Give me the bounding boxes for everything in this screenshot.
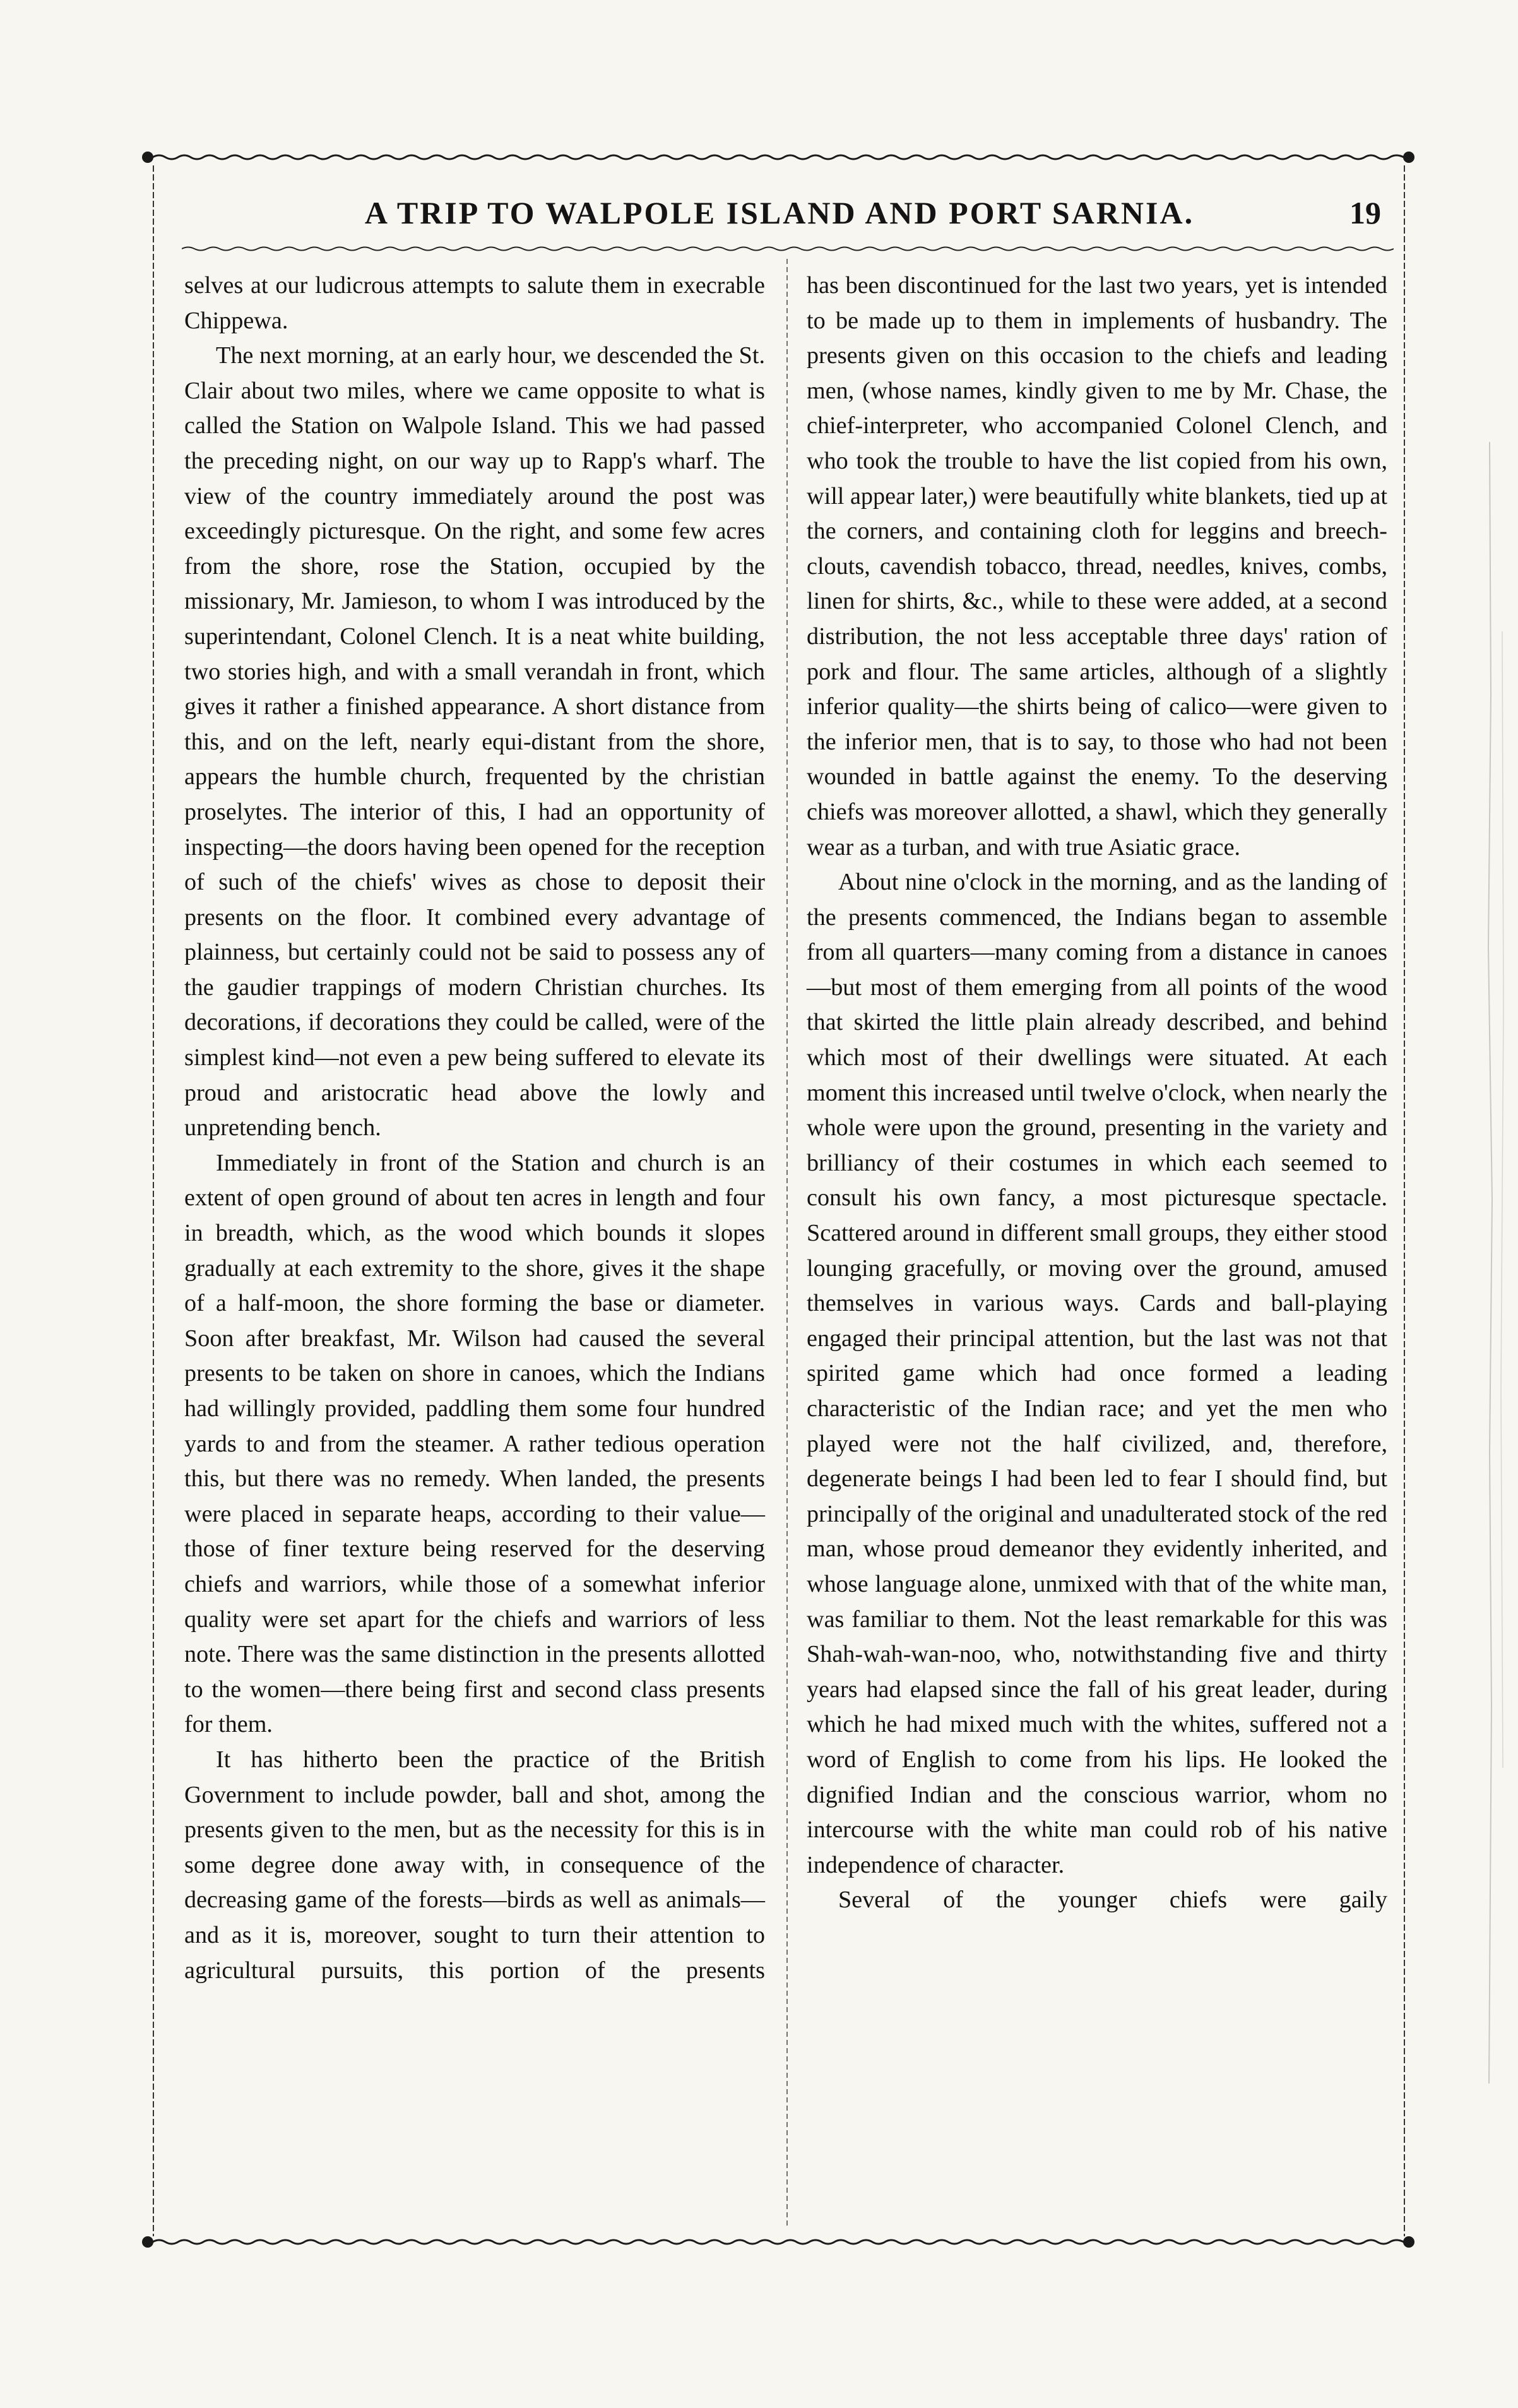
bottom-ornamental-rule	[140, 2235, 1416, 2249]
paragraph: has been discontinued for the last two years, yet is intended to be made up to them in implements of husbandry. The presents given on this occasion to the chiefs and leading men, (whose names, kindly given to me by Mr. Chase, the chief-interpreter, who accompanied Colonel Clench, and who took the trouble to have the list copied from his own, will appear later,) were beautifully white blankets, tied up at the corners, and containing cloth for leggins and breech-clouts, cavendish tobacco, thread, needles, knives, combs, linen for shirts, &c., while to these were added, at a second distribution, the not less acceptable three days' ration of pork and flour. The same articles, although of a slightly inferior quality—the shirts being of calico—were given to the inferior men, that is to say, to those who had not been wounded in battle against the enemy. To the deserving chiefs was moreover allotted, a shawl, which they generally wear as a turban, and with true Asiatic grace.	[807, 272, 1387, 861]
top-ornamental-rule	[140, 150, 1416, 164]
page-number: 19	[1349, 195, 1381, 230]
paragraph: About nine o'clock in the morning, and as the landing of the presents commenced, the Indians began to assemble from all quarters—many coming from a distance in canoes—but most of them emerging from all points of the wood that skirted the little plain already described, and behind which most of their dwellings were situated. At each moment this increased until twelve o'clock, when nearly the whole were upon the ground, presenting in the variety and brilliancy of their costumes in which each seemed to consult his own fancy, a most picturesque spectacle. Scattered around in different small groups, they either stood lounging gracefully, or moving over the ground, amused themselves in various ways. Cards and ball-playing engaged their principal attention, but the last was not that spirited game which had once formed a leading characteristic of the Indian race; and yet the men who played were not the half civilized, and, therefore, degenerate beings I had been led to fear I should find, but principally of the original and unadulterated stock of the red man, whose proud demeanor they evidently inherited, and whose language alone, unmixed with that of the white man, was familiar to them. Not the least remarkable for this was Shah-wah-wan-noo, who, notwithstanding five and thirty years had elapsed since the fall of his great leader, during which he had mixed much with the whites, suffered not a word of English to come from his lips. He looked the dignified Indian and the conscious warrior, whom no intercourse with the white man could rob of his native independence of character.	[807, 869, 1387, 1878]
paragraph: Several of the younger chiefs were gaily	[838, 1886, 1387, 1914]
scan-edge-marks	[1477, 442, 1515, 2083]
left-text-column	[184, 268, 765, 1988]
paragraph: The next morning, at an early hour, we descended the St. Clair about two miles, where we came opposite to what is called the Station on Walpole Island. This we had passed the preceding night, on our way up to Rapp's wharf. The view of the country immediately around the post was exceedingly picturesque. On the right, and some few acres from the shore, rose the Station, occupied by the missionary, Mr. Jamieson, to whom I was introduced by the superintendant, Colonel Clench. It is a neat white building, two stories high, and with a small verandah in front, which gives it rather a finished appearance. A short distance from this, and on the left, nearly equi-distant from the shore, appears the humble church, frequented by the christian proselytes. The interior of this, I had an opportunity of inspecting—the doors having been opened for the reception of such of the chiefs' wives as chose to deposit their presents on the floor. It combined every advantage of plainness, but certainly could not be said to possess any of the gaudier trappings of modern Christian churches. Its decorations, if decorations they could be called, were of the simplest kind—not even a pew being suffered to elevate its proud and aristocratic head above the lowly and unpretending bench.	[184, 342, 765, 1141]
right-text-column	[807, 268, 1387, 1918]
page-title: A TRIP TO WALPOLE ISLAND AND PORT SARNIA.	[364, 195, 1195, 230]
right-border-rule	[1401, 165, 1408, 2236]
paragraph: Immediately in front of the Station and church is an extent of open ground of about ten acres in length and four in breadth, which, as the wood which bounds it slopes gradually at each extremity to the shore, gives it the shape of a half-moon, the shore forming the base or diameter. Soon after breakfast, Mr. Wilson had caused the several presents to be taken on shore in canoes, which the Indians had willingly provided, paddling them some four hundred yards to and from the steamer. A rather tedious operation this, but there was no remedy. When landed, the presents were placed in separate heaps, according to their value—those of finer texture being reserved for the deserving chiefs and warriors, while those of a somewhat inferior quality were set apart for the chiefs and warriors of less note. There was the same distinction in the presents allotted to the women—there being first and second class presents for them.	[184, 1149, 765, 1738]
header-rule	[182, 245, 1394, 253]
paragraph: selves at our ludicrous attempts to salute them in execrable Chippewa.	[184, 272, 765, 334]
running-head	[170, 189, 1389, 246]
paragraph: It has hitherto been the practice of the British Government to include powder, ball and shot, among the presents given to the men, but as the necessity for this is in some degree done away with, in consequence of the decreasing game of the forests—birds as well as animals—and as it is, moreover, sought to turn their attention to agricultural pursuits, this portion of the presents	[184, 1746, 765, 1984]
column-divider	[785, 259, 790, 2229]
left-border-rule	[150, 165, 157, 2236]
